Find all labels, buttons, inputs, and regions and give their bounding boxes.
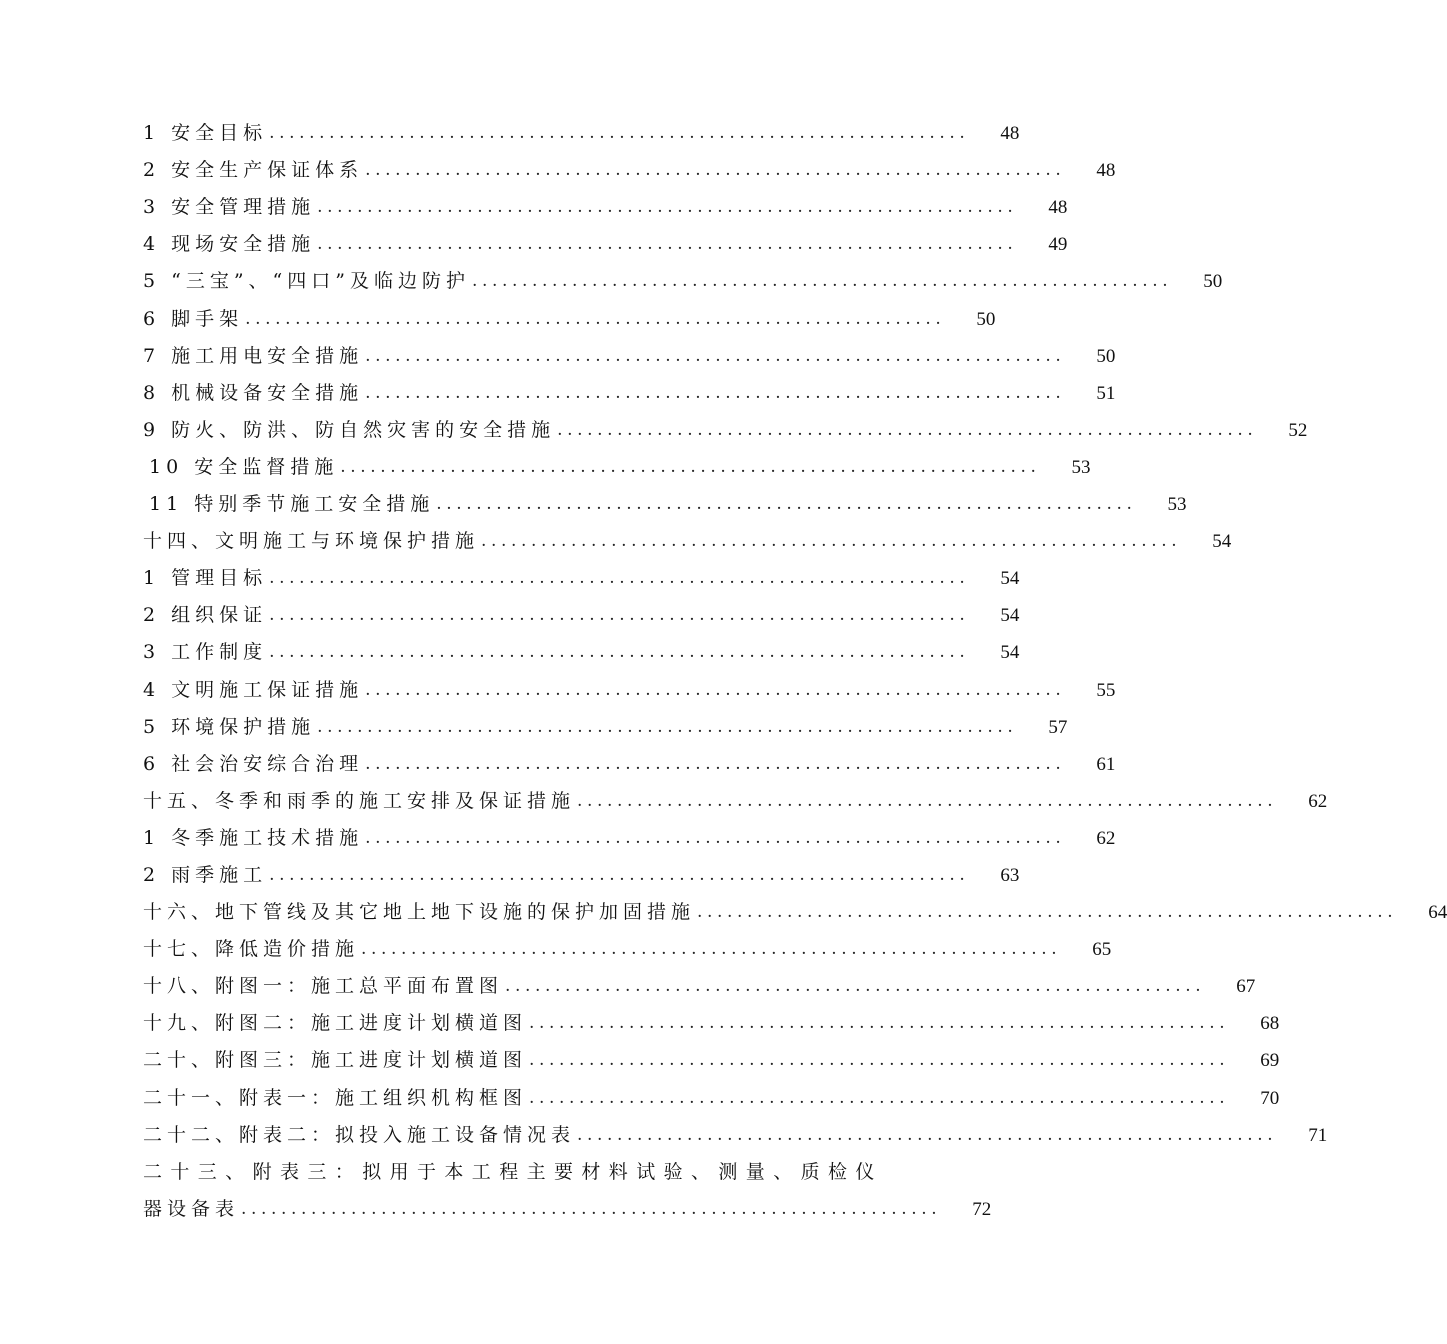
toc-entry[interactable]: [143, 1117, 1328, 1154]
toc-entry-page: 53: [1071, 456, 1091, 478]
toc-entry-title: 5 “三宝”、“四口”及临边防护: [143, 270, 470, 293]
toc-entry-wrapped-line[interactable]: [143, 1154, 883, 1191]
toc-entry-title: 5 环境保护措施: [143, 715, 316, 738]
toc-entry[interactable]: [143, 931, 1112, 968]
toc-leader-dots: ......................................................................: [577, 790, 1278, 811]
toc-entry-title: 2 安全生产保证体系: [143, 159, 364, 182]
toc-entry-title: 1 冬季施工技术措施: [143, 826, 364, 849]
toc-entry[interactable]: [143, 412, 1308, 449]
toc-entry-title: 1 安全目标: [143, 122, 268, 145]
toc-entry-page: 50: [1203, 271, 1223, 293]
toc-entry[interactable]: [143, 189, 1068, 226]
toc-leader-dots: ......................................................................: [577, 1124, 1278, 1145]
toc-leader-dots: ......................................................................: [269, 568, 970, 589]
toc-entry-page: 57: [1048, 716, 1068, 738]
toc-entry-page: 71: [1308, 1124, 1328, 1146]
toc-entry-title: 9 防火、防洪、防自然灾害的安全措施: [143, 418, 556, 441]
toc-entry-title: 3 工作制度: [143, 641, 268, 664]
toc-leader-dots: ......................................................................: [361, 939, 1062, 960]
toc-leader-dots: ......................................................................: [269, 642, 970, 663]
toc-entry-title: 器设备表: [143, 1197, 240, 1220]
toc-leader-dots: ......................................................................: [365, 679, 1066, 700]
toc-entry-page: 72: [972, 1198, 992, 1220]
toc-entry-page: 61: [1096, 753, 1116, 775]
toc-entry-page: 55: [1096, 679, 1116, 701]
toc-entry-page: 52: [1288, 419, 1308, 441]
toc-entry[interactable]: [143, 486, 1187, 523]
toc-entry[interactable]: [143, 857, 1020, 894]
toc-leader-dots: ......................................................................: [269, 123, 970, 144]
toc-entry[interactable]: [143, 1042, 1280, 1079]
toc-entry-title: 1 管理目标: [143, 567, 268, 590]
toc-entry[interactable]: [143, 449, 1091, 486]
toc-entry-title: 11 特别季节施工安全措施: [149, 493, 435, 516]
toc-entry-page: 54: [1000, 642, 1020, 664]
toc-entry[interactable]: [143, 1005, 1280, 1042]
toc-entry[interactable]: [143, 263, 1223, 300]
toc-entry-title: 十五、冬季和雨季的施工安排及保证措施: [143, 789, 576, 812]
toc-leader-dots: ......................................................................: [481, 531, 1182, 552]
toc-entry-title: 10 安全监督措施: [149, 455, 339, 478]
toc-entry[interactable]: [143, 300, 996, 337]
toc-leader-dots: ......................................................................: [317, 197, 1018, 218]
toc-entry-title: 十八、附图一：施工总平面布置图: [143, 975, 504, 998]
toc-entry-page: 48: [1048, 197, 1068, 219]
toc-leader-dots: ......................................................................: [529, 1050, 1230, 1071]
toc-entry[interactable]: [143, 894, 1447, 931]
toc-entry-page: 50: [976, 308, 996, 330]
toc-entry-page: 54: [1000, 605, 1020, 627]
toc-leader-dots: ......................................................................: [317, 234, 1018, 255]
toc-entry-page: 62: [1096, 827, 1116, 849]
toc-entry-title: 二十二、附表二：拟投入施工设备情况表: [143, 1123, 576, 1146]
toc-entry[interactable]: [143, 597, 1020, 634]
toc-entry-title: 十七、降低造价措施: [143, 938, 360, 961]
toc-entry-page: 63: [1000, 864, 1020, 886]
toc-entry[interactable]: [143, 338, 1116, 375]
toc-entry[interactable]: [143, 560, 1020, 597]
toc-entry[interactable]: [143, 523, 1232, 560]
toc-leader-dots: ......................................................................: [505, 976, 1206, 997]
toc-leader-dots: ......................................................................: [529, 1087, 1230, 1108]
toc-entry[interactable]: [143, 820, 1116, 857]
toc-entry[interactable]: [143, 783, 1328, 820]
toc-entry-page: 50: [1096, 345, 1116, 367]
toc-entry-title: 十九、附图二：施工进度计划横道图: [143, 1012, 528, 1035]
toc-entry-title: 4 文明施工保证措施: [143, 678, 364, 701]
toc-entry-page: 67: [1236, 976, 1256, 998]
toc-entry-page: 68: [1260, 1013, 1280, 1035]
toc-entry-page: 54: [1000, 568, 1020, 590]
toc-leader-dots: ......................................................................: [241, 1198, 942, 1219]
toc-entry[interactable]: [143, 226, 1068, 263]
toc-entry-title: 3 安全管理措施: [143, 196, 316, 219]
toc-leader-dots: ......................................................................: [557, 419, 1258, 440]
toc-entry-page: 54: [1212, 531, 1232, 553]
toc-entry-title: 2 组织保证: [143, 604, 268, 627]
toc-leader-dots: ......................................................................: [365, 753, 1066, 774]
toc-leader-dots: ......................................................................: [365, 345, 1066, 366]
toc-entry[interactable]: [143, 1191, 992, 1228]
toc-leader-dots: ......................................................................: [365, 160, 1066, 181]
toc-entry-page: 53: [1167, 494, 1187, 516]
toc-entry-page: 65: [1092, 939, 1112, 961]
toc-entry[interactable]: [143, 746, 1116, 783]
table-of-contents: [143, 115, 1447, 1228]
toc-entry-title: 2 雨季施工: [143, 863, 268, 886]
toc-leader-dots: ......................................................................: [269, 605, 970, 626]
toc-entry-page: 70: [1260, 1087, 1280, 1109]
toc-entry[interactable]: [143, 709, 1068, 746]
toc-leader-dots: ......................................................................: [471, 271, 1173, 292]
toc-entry-title: 十四、文明施工与环境保护措施: [143, 530, 480, 553]
toc-entry-title: 8 机械设备安全措施: [143, 381, 364, 404]
toc-leader-dots: ......................................................................: [365, 382, 1066, 403]
toc-leader-dots: ......................................................................: [529, 1013, 1230, 1034]
toc-entry-title: 二十、附图三：施工进度计划横道图: [143, 1049, 528, 1072]
toc-entry-page: 48: [1096, 160, 1116, 182]
toc-entry[interactable]: [143, 671, 1116, 708]
toc-entry-page: 64: [1428, 902, 1447, 924]
toc-leader-dots: ......................................................................: [245, 308, 946, 329]
toc-entry-title: 6 脚手架: [143, 307, 244, 330]
toc-entry-page: 48: [1000, 123, 1020, 145]
toc-entry-title: 十六、地下管线及其它地上地下设施的保护加固措施: [143, 901, 696, 924]
toc-leader-dots: ......................................................................: [365, 827, 1066, 848]
toc-entry-page: 62: [1308, 790, 1328, 812]
toc-leader-dots: ......................................................................: [436, 494, 1137, 515]
toc-entry[interactable]: [143, 375, 1116, 412]
toc-entry-title: 6 社会治安综合治理: [143, 752, 364, 775]
toc-entry-title: 二十一、附表一：施工组织机构框图: [143, 1086, 528, 1109]
toc-entry[interactable]: [143, 152, 1116, 189]
toc-entry-title: 二十三、附表三：拟用于本工程主要材料试验、测量、质检仪: [143, 1160, 883, 1183]
toc-leader-dots: ......................................................................: [340, 456, 1041, 477]
toc-entry[interactable]: [143, 968, 1256, 1005]
toc-leader-dots: ......................................................................: [697, 902, 1398, 923]
toc-entry-title: 4 现场安全措施: [143, 233, 316, 256]
toc-entry-title: 7 施工用电安全措施: [143, 344, 364, 367]
toc-entry-page: 51: [1096, 382, 1116, 404]
toc-entry[interactable]: [143, 115, 1020, 152]
toc-entry-page: 49: [1048, 234, 1068, 256]
toc-leader-dots: ......................................................................: [317, 716, 1018, 737]
toc-entry[interactable]: [143, 1079, 1280, 1116]
toc-entry[interactable]: [143, 634, 1020, 671]
toc-leader-dots: ......................................................................: [269, 864, 970, 885]
toc-entry-page: 69: [1260, 1050, 1280, 1072]
